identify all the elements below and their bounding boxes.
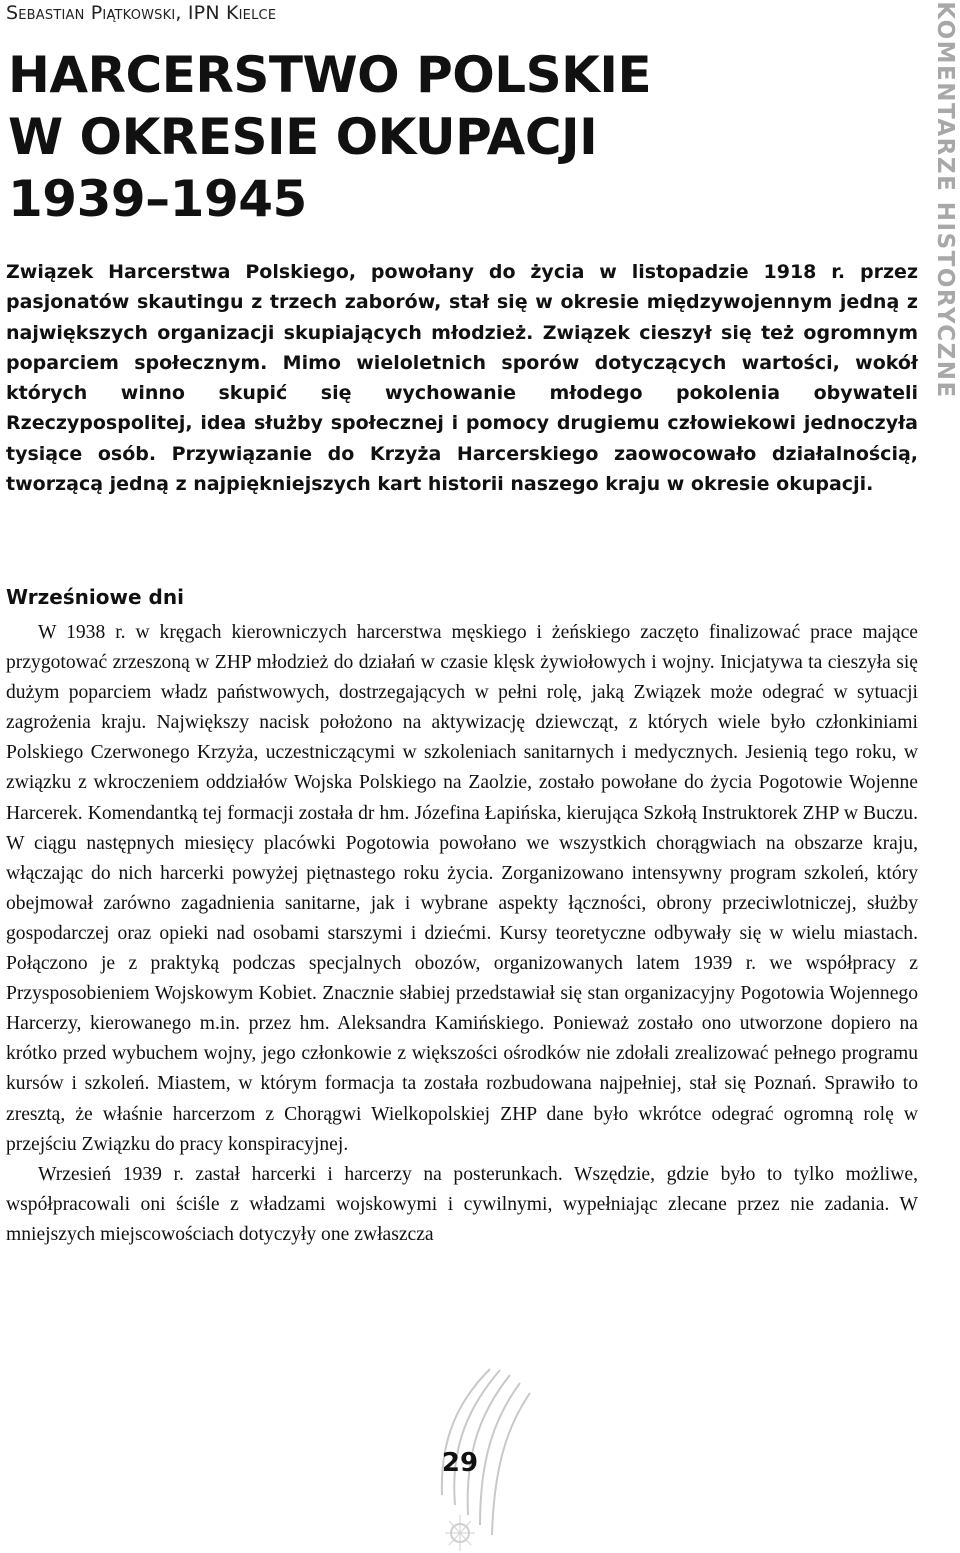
article-title (8, 44, 908, 230)
body-paragraph-2: Wrzesień 1939 r. zastał harcerki i harcerzy na posterunkach. Wszędzie, gdzie było to tylko możliwe, współpracowali oni ściśle z władzami wojskowymi i cywilnymi, wypełniając zlecane przez nie zadania. W mniejszych miejscowościach dotyczyły one zwłaszcza (6, 1163, 918, 1245)
author-header: Sebastian Piątkowski, IPN Kielce (6, 2, 277, 24)
section-heading: Wrześniowe dni (6, 585, 184, 609)
title-line-1: HARCERSTWO POLSKIE (8, 46, 652, 104)
sidebar-label: KOMENTARZE HISTORYCZNE (932, 1, 958, 399)
body-paragraph-1: W 1938 r. w kręgach kierowniczych harcerstwa męskiego i żeńskiego zaczęto finalizować prace mające przygotować zrzeszoną w ZHP młodzież do działań w czasie klęsk żywiołowych i wojny. Inicjatywa ta cieszyła się dużym poparciem władz państwowych, dostrzegających w pełni rolę, jaką Związek może odegrać w sytuacji zagrożenia kraju. Największy nacisk położono na aktywizację dziewcząt, z których wiele było członkiniami Polskiego Czerwonego Krzyża, uczestniczącymi w szkoleniach sanitarnych i medycznych. Jesienią tego roku, w związku z wkroczeniem oddziałów Wojska Polskiego na Zaolzie, zostało powołane do życia Pogotowie Wojenne Harcerek. Komendantką tej formacji została dr hm. Józefina Łapińska, kierująca Szkołą Instruktorek ZHP w Buczu. W ciągu następnych miesięcy placówki Pogotowia powołano we wszystkich chorągwiach na obszarze kraju, włączając do nich harcerki powyżej piętnastego roku życia. Zorganizowano intensywny program szkoleń, który obejmował zarówno zagadnienia sanitarne, jak i wybrane aspekty łączności, obrony przeciwlotniczej, służby gospodarczej oraz opieki nad osobami starszymi i dziećmi. Kursy teoretyczne odbywały się w wielu miastach. Połączono je z praktyką podczas specjalnych obozów, organizowanych latem 1939 r. we współpracy z Przysposobieniem Wojskowym Kobiet. Znacznie słabiej przedstawiał się stan organizacyjny Pogotowia Wojennego Harcerzy, kierowanego m.in. przez hm. Aleksandra Kamińskiego. Ponieważ zostało ono utworzone dopiero na krótko przed wybuchem wojny, jego członkowie z większości ośrodków nie zdołali zrealizować pełnego programu kursów i szkoleń. Miastem, w którym formacja ta została rozbudowana najpełniej, stał się Poznań. Sprawiło to zresztą, że właśnie harcerzom z Chorągwi Wielkopolskiej ZHP dane było wkrótce odegrać ogromną rolę w przejściu Związku do pracy konspiracyjnej. (6, 622, 918, 1155)
page-number: 29 (441, 1448, 479, 1478)
title-line-3: 1939–1945 (8, 170, 307, 228)
lead-paragraph: Związek Harcerstwa Polskiego, powołany do życia w listopadzie 1918 r. przez pasjonatów skautingu z trzech zaborów, stał się w okresie międzywojennym jedną z największych organizacji skupiających młodzież. Związek cieszył się też ogromnym poparciem społecznym. Mimo wieloletnich sporów dotyczących wartości, wokół których winno skupić się wychowanie młodego pokolenia obywateli Rzeczypospolitej, idea służby społecznej i pomocy drugiemu człowiekowi jednoczyła tysiące osób. Przywiązanie do Krzyża Harcerskiego zaowocowało działalnością, tworzącą jedną z najpiękniejszych kart historii naszego kraju w okresie okupacji. (6, 261, 918, 496)
title-line-2: W OKRESIE OKUPACJI (8, 108, 598, 166)
body-text (6, 618, 918, 1363)
